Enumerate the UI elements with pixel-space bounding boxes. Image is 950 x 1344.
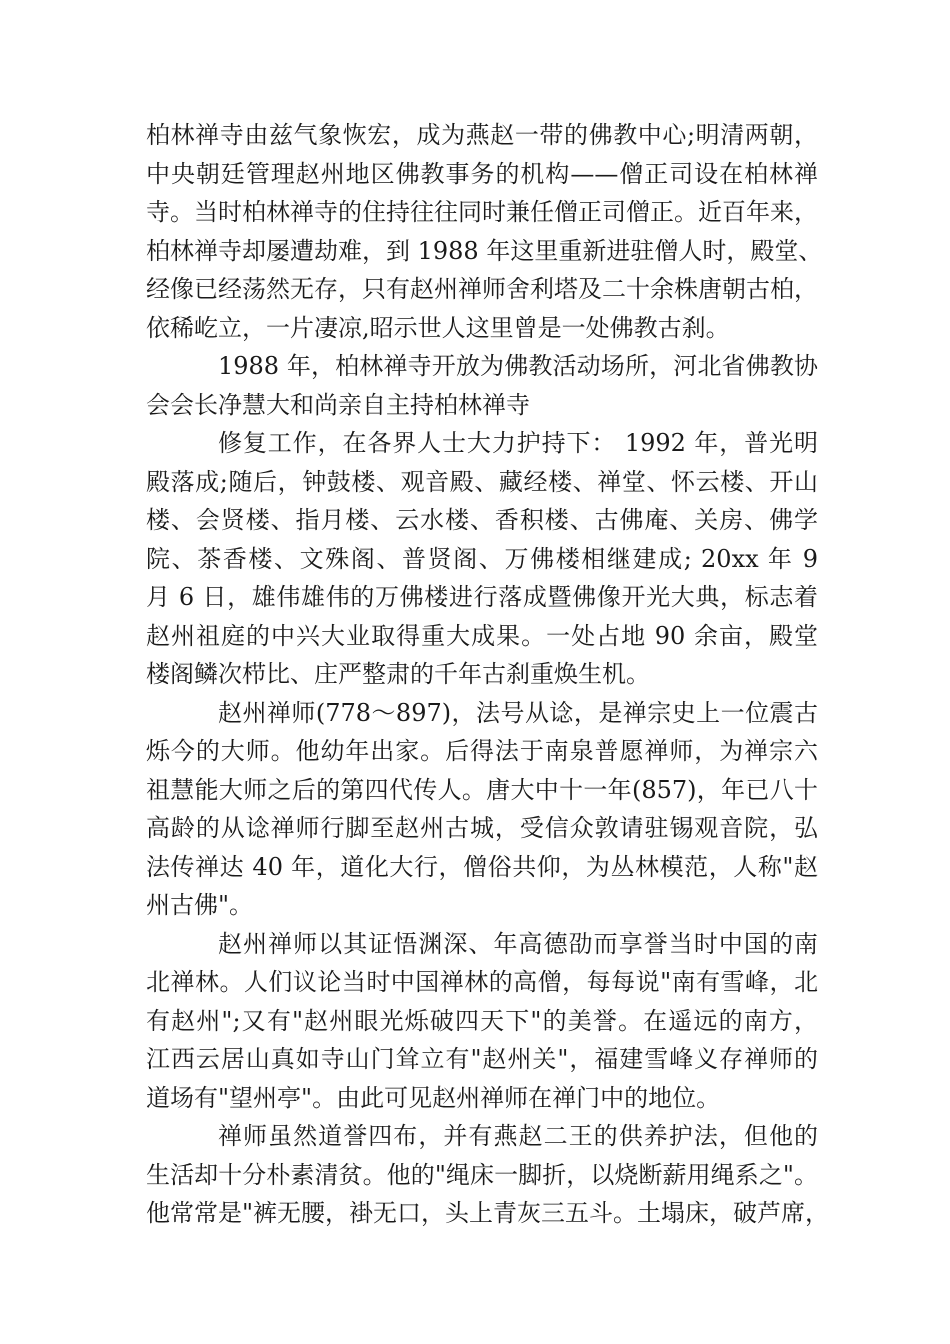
- text-line: 中央朝廷管理赵州地区佛教事务的机构——僧正司设在柏林禅: [146, 159, 818, 188]
- paragraph-first-line: 修复工作，在各界人士大力护持下： 1992 年，普光明: [218, 429, 818, 457]
- paragraph-first-line: 禅师虽然道誉四布，并有燕赵二王的供养护法，但他的: [218, 1122, 818, 1150]
- text-line: 他常常是"裤无腰，褂无口，头上青灰三五斗。土塌床，破芦席，: [146, 1199, 830, 1227]
- text-line: 寺。当时柏林禅寺的住持往往同时兼任僧正司僧正。近百年来，: [146, 198, 818, 226]
- text-line: 殿落成;随后，钟鼓楼、观音殿、藏经楼、禅堂、怀云楼、开山: [146, 467, 818, 496]
- paragraph-first-line: 1988 年，柏林禅寺开放为佛教活动场所，河北省佛教协: [218, 352, 818, 380]
- text-line: 生活却十分朴素清贫。他的"绳床一脚折，以烧断薪用绳系之"。: [146, 1160, 818, 1189]
- text-line: 柏林禅寺由兹气象恢宏，成为燕赵一带的佛教中心;明清两朝，: [146, 121, 818, 149]
- text-line: 道场有"望州亭"。由此可见赵州禅师在禅门中的地位。: [146, 1083, 721, 1112]
- text-line: 经像已经荡然无存，只有赵州禅师舍利塔及二十余株唐朝古柏，: [146, 275, 818, 303]
- document-body: [146, 116, 830, 1233]
- text-line: 赵州祖庭的中兴大业取得重大成果。一处占地 90 余亩，殿堂: [146, 621, 818, 650]
- text-line: 楼阁鳞次栉比、庄严整肃的千年古刹重焕生机。: [146, 660, 650, 688]
- text-line: 依稀屹立，一片凄凉,昭示世人这里曾是一处佛教古刹。: [146, 313, 730, 342]
- text-line: 高龄的从谂禅师行脚至赵州古城，受信众敦请驻锡观音院，弘: [146, 814, 818, 842]
- text-line: 祖慧能大师之后的第四代传人。唐大中十一年(857)，年已八十: [146, 775, 818, 804]
- text-line: 院、茶香楼、文殊阁、普贤阁、万佛楼相继建成; 20xx 年 9: [146, 544, 818, 573]
- text-line: 会会长净慧大和尚亲自主持柏林禅寺: [146, 390, 530, 419]
- text-line: 楼、会贤楼、指月楼、云水楼、香积楼、古佛庵、关房、佛学: [146, 506, 818, 534]
- paragraph-first-line: 赵州禅师以其证悟渊深、年高德劭而享誉当时中国的南: [218, 929, 818, 958]
- text-line: 有赵州";又有"赵州眼光烁破四天下"的美誉。在遥远的南方，: [146, 1006, 818, 1035]
- paragraph-first-line: 赵州禅师(778～897)，法号从谂，是禅宗史上一位震古: [218, 698, 818, 727]
- text-line: 柏林禅寺却屡遭劫难，到 1988 年这里重新进驻僧人时，殿堂、: [146, 236, 823, 265]
- text-line: 法传禅达 40 年，道化大行，僧俗共仰，为丛林模范，人称"赵: [146, 852, 818, 881]
- text-line: 州古佛"。: [146, 891, 254, 919]
- text-line: 江西云居山真如寺山门耸立有"赵州关"，福建雪峰义存禅师的: [146, 1045, 818, 1073]
- text-line: 北禅林。人们议论当时中国禅林的高僧，每每说"南有雪峰，北: [146, 968, 818, 996]
- text-line: 烁今的大师。他幼年出家。后得法于南泉普愿禅师，为禅宗六: [146, 737, 818, 765]
- text-line: 月 6 日，雄伟雄伟的万佛楼进行落成暨佛像开光大典，标志着: [146, 583, 818, 611]
